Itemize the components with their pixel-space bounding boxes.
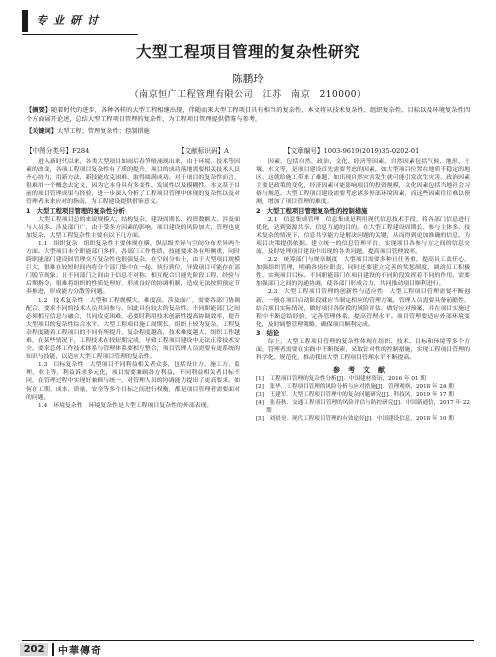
- page-number: 202: [20, 643, 48, 656]
- reference-item: [5] 刘晨昊．现代工程项目管理的有效途径[J]．中国建设信息，2018 年 10 期: [256, 415, 454, 422]
- body-right-column: [256, 158, 470, 424]
- article-number: 【文章编号】1003-9619(2019)35-0202-01: [284, 147, 420, 155]
- abstract: [26, 106, 470, 125]
- clc-number: 【中图分类号】F284: [26, 147, 90, 155]
- author-name: 陈鹏玲: [232, 73, 264, 85]
- body-paragraph: 1.3 目标复杂性 大型项目不同利益相关者众多，包括设计方、施工方、监理、业主等，利益诉求多元化，项目需要兼顾各方利益，不同利益相关者目标不同，在管理过程中实现好兼顾与统一，对管理人员的协调能力提出了更高要求。如何在工期、成本、质量、安全等多个目标之间进行权衡，都是项目管理者需要面对的问题。: [26, 362, 240, 401]
- section-heading: 3 结论: [256, 329, 280, 337]
- references-heading: 参考文献: [333, 366, 393, 375]
- body-paragraph: 综上，大型工程项目管理的复杂性体现在组织、技术、目标和环境等多个方面，管理者需要在实践中不断探索，采取针对性的控制措施，实现工程项目管理的科学化、规范化，推动我国大型工程项目管理水平不断提高。: [256, 338, 470, 362]
- keywords-label: 【关键词】: [26, 128, 57, 135]
- body-paragraph: 进入新时代以来，各类大型项目如雨后春笋般涌现出来，由于环境、技术等因素的改变，各项工程项目复杂性有了质的提升，项目的成功落地需要相关技术人员齐心协力，用新方法、新技能攻克困难，取得圆满成功。对于项目的复杂性而言，很难用一个概念去定义，因为它本身具有多变性、发展性以及模糊性。本文基于目前的项目管理成果与经验，进一步深入分析了工程项目管理中体现的复杂性以及对管理者未来应对的指南，为工程建设提供借鉴意义。: [26, 159, 240, 206]
- reference-item: [3] 王建军．大型工程项目管理中的复杂问题研究[J]．科技风，2019 年 17 期: [256, 392, 454, 399]
- footer-divider: [52, 643, 54, 656]
- reference-item: [4] 张春秋．交通工程项目管理的风险评估与防控研究[J]．中国新通信，2017 年 22 期: [256, 399, 470, 414]
- body-paragraph: 2.2 统筹部门与规章制度 大型项目需要多种且任务重，提高员工责任心，加强组织管理，明确各岗位职责。同时还要建立完善的奖惩制度，调动员工积极性，实现项目目标。不同职能部门在项目建设的不同阶段发挥着不同的作用，需要加强部门之间的沟通协调，使各部门形成合力，共同推动项目顺利进行。: [256, 257, 470, 288]
- reference-item: [1] 工程项目管理的复杂性分析[J]．中国建材资讯，2016 年 01 期: [256, 376, 426, 383]
- column-tag-bar: [22, 10, 28, 32]
- magazine-name: 中華傳奇: [58, 646, 102, 657]
- page-footer: [0, 638, 496, 657]
- section-heading: 2 大型工程项目管理复杂性的控制措施: [256, 207, 368, 215]
- section-heading: 1 大型工程项目管理的复杂性分析: [26, 207, 125, 215]
- keywords-text: 大型工程；管理复杂性；控制措施: [56, 128, 150, 135]
- author-affiliation: （南京恒广工程管理有限公司 江苏 南京 210000）: [129, 90, 367, 100]
- reference-item: [2] 张华．工程项目管理的风险分析与应对措施[J]．管理观察，2018 年 24 期: [256, 384, 454, 391]
- column-tag-rule: [22, 34, 138, 35]
- document-code: 【文献标识码】A: [178, 147, 229, 155]
- column-tag: [22, 10, 138, 38]
- body-paragraph: 因素，包括自然、政治、文化、经济等因素。自然因素包括气候、地形、土壤、水文等，是项目建设首先需要考虑的因素，如大型项目位置在地质不稳定的地区，这就给施工带来了难题，如出现自然灾害发生就可能引发次生灾害。政治因素主要是政策的变化，经济因素可能影响项目的投资规模，文化因素包括当地社会习俗与规范。大型工程项目建设需要考虑诸多外部环境因素，而这些因素往往难以预测，增加了项目管理的难度。: [256, 159, 470, 206]
- column-tag-label: 专业研讨: [36, 14, 104, 27]
- body-paragraph: 1.2 技术复杂性 大型和工程规模大、难度高，涉及面广，需要各部门协调配合，要求不同的技术人员共同参与，因此具有较大的复杂性。不同职能部门之间必须相互信息与融合，共同攻克困难，必要时利用技术创新性提高协调效率，提升大型项目的复杂性综合水平。大型工程项目施工周期长，组织上较为复杂、工程复杂程度随着工程项目的不同有所提升，复杂程度越高，技术难度越大、组织工作越难，在某些情况下，工程技术在较短期完成，导致工程项目建设中无法正常技术安全。要求总体工作技术体系与管理体系要相互整合，项目管理人员需要有更系统的知识与技能，以适应大型工程项目管理的复杂性。: [26, 297, 240, 361]
- body-left-column: [26, 158, 240, 410]
- body-paragraph: 大型工程项目总的来说规模大、结构复杂、建设周期长、投资数额大、涉及面与人员多、涉及部门广，由于受多方因素的影响，项目建设的风险加大，管理也更加复杂，大型工程复杂性主要有以下几方面。: [26, 216, 240, 239]
- abstract-label: 【摘要】: [26, 107, 52, 114]
- abstract-text: 随着时代的进步，各种各样的大型工程相继出现，伴随而来大型工程项目具有相当的复杂性，本文将从技术复杂性、组织复杂性、目标以及环境复杂性四个方面展开论述，总结大型工程项目管理的复杂性，为工程项目管理提供借鉴与参考。: [26, 107, 471, 124]
- body-paragraph: 1.1 组织复杂 组织复杂性主要体现在横、纵层级差异与空间分布差异两个方面。大型项目本个职能部门多样，各部门工作性质、技能要求各有所侧重，同时跨职能部门建设间管理交互复杂性也很强复杂，在空间分布上，由于大型项目规模巨大，很难在较短时间内将分个部门集中在一起，执行到位，导致项目可能存在部门脱节现象；且不同部门之间由于信息不对称，相互配合只能先阶段工程，经验与后期指令，很难将组织的性质处理好，形成良好的协调机制，造成无法按照预定节奏推进，形成能力分散等问题。: [26, 240, 240, 296]
- footer-rule: [22, 640, 474, 641]
- keywords: [26, 126, 470, 135]
- article-title: 大型工程项目管理的复杂性研究: [135, 43, 360, 61]
- body-paragraph: 1.4 环境复杂性 环境复杂性是大型工程项目复杂性的外部表现。: [38, 402, 213, 409]
- body-paragraph: 2.3 大型工程项目管理的创新性与适应性 大型工程项目管理需要不断创新，一般在项目启动阶段就应当制定相应的管理方案，管理人员需要具备前瞻性，结合项目实际情况，做好项目各阶段的风险评估，做好应对预案，并在项目实施过程中不断总结经验，完善管理体系，提高管理水平。项目管理要适应外部环境变化，及时调整管理策略，确保项目顺利完成。: [256, 289, 470, 328]
- body-paragraph: 2.1 信息集成管理 信息集成是利用现代信息技术手段，将各部门信息进行优化，达到资源共享、信息互通的目的。在大型工程建设周期长、参与主体多、技术复杂的情况下，信息共享能力是解决问题的关键，从而得到更加准确的信息，为项目决策提供依据。建立统一的信息管理平台，实现项目各参与方之间的信息交流，及时处理项目建设中出现的各类问题，提高项目管理效率。: [256, 216, 470, 255]
